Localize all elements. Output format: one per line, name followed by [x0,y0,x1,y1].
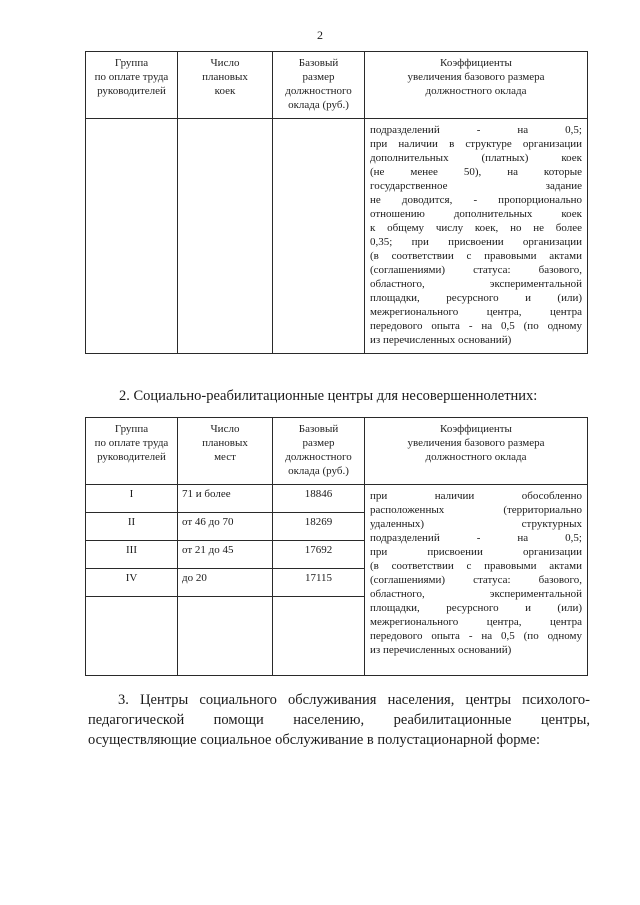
cell-group: III [86,541,178,569]
table-header-row [86,52,588,119]
cell-group: IV [86,569,178,597]
cell-group: II [86,513,178,541]
cell-empty [86,597,178,676]
cell-empty [178,597,273,676]
cell-salary [273,119,365,354]
header-salary: Базовый размер должностного оклада (руб.) [273,52,365,119]
header-group: Группа по оплате труда руководителей [86,418,178,485]
table-continuation [85,51,588,354]
cell-salary: 17692 [273,541,365,569]
header-count: Число плановых мест [178,418,273,485]
header-count: Число плановых коек [178,52,273,119]
cell-group [86,119,178,354]
header-group: Группа по оплате труда руководителей [86,52,178,119]
cell-count: 71 и более [178,485,273,513]
cell-salary: 17115 [273,569,365,597]
section-2-heading: 2. Социально-реабилитационные центры для несовершеннолетних: [119,388,538,404]
cell-salary: 18846 [273,485,365,513]
cell-count: от 21 до 45 [178,541,273,569]
cell-coefficients: подразделений - на 0,5; при наличии в структуре организации дополнительных (платных) коек (не менее 50), на которые государственное задание не доводится, - пропорционально отношению дополнительных коек к общему числу коек, но не более 0,35; при присвоении организации (в соответствии с правовыми актами (соглашениями) статуса: базового, областного, экспериментальной площадки, ресурсного и (или) межрегионального центра, центра передового опыта - на 0,5 (по одному из перечисленных оснований) [365,119,588,354]
header-coefficients: Коэффициенты увеличения базового размера должностного оклада [365,418,588,485]
cell-count: от 46 до 70 [178,513,273,541]
cell-coefficients: при наличии обособленно расположенных (территориально удаленных) структурных подразделений - на 0,5; при присвоении организации (в соответствии с правовыми актами (соглашениями) статуса: базового, областного, экспериментальной площадки, ресурсного и (или) межрегионального центра, центра передового опыта - на 0,5 (по одному из перечисленных оснований) [365,485,588,676]
table-header-row [86,418,588,485]
table-row [86,485,588,513]
cell-empty [273,597,365,676]
cell-group: I [86,485,178,513]
header-coefficients: Коэффициенты увеличения базового размера должностного оклада [365,52,588,119]
cell-count [178,119,273,354]
cell-salary: 18269 [273,513,365,541]
table-row [86,119,588,354]
cell-count: до 20 [178,569,273,597]
header-salary: Базовый размер должностного оклада (руб.) [273,418,365,485]
table-rehab-centers [85,417,588,676]
section-3-paragraph: 3. Центры социального обслуживания населения, центры психолого- педагогической помощи населению, реабилитационные центры, осуществляющие социальное обслуживание в полустационарной форме: [88,692,590,748]
page-number: 2 [317,28,323,42]
